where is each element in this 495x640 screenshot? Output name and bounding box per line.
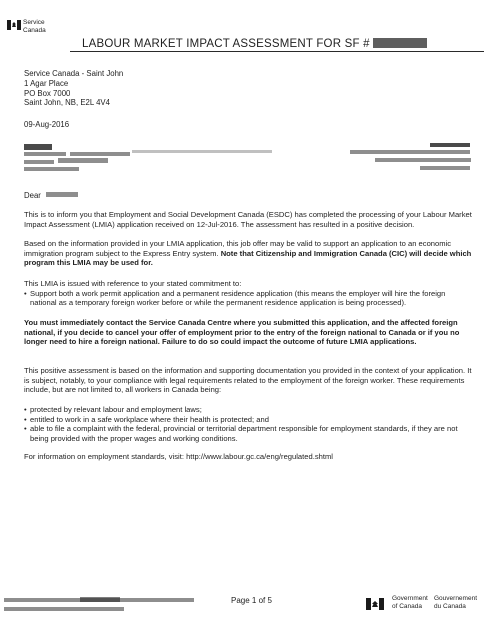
sender-name: Service Canada - Saint John (24, 69, 124, 78)
sender-address (24, 69, 123, 108)
paragraph-compliance: This positive assessment is based on the information and supporting documentation you provided in the context of your application. It is subject, notably, to your compliance with legal requirements related to the employment of the foreign worker. These requirements include, but are not limited to, all workers in Canada being: (24, 366, 472, 395)
document-title-text: LABOUR MARKET IMPACT ASSESSMENT FOR SF # (82, 38, 370, 50)
page-number: Page 1 of 5 (231, 596, 272, 605)
gov-en-line2: of Canada (392, 602, 422, 610)
requirements-list (24, 405, 474, 443)
paragraph-decision: This is to inform you that Employment and Social Development Canada (ESDC) has completed the processing of your Labour Market Impact Assessment (LMIA) application received on 12-Jul-2016. The assessment has resulted in a positive decision. (24, 210, 472, 229)
gov-fr-line1: Gouvernement (434, 595, 477, 602)
government-of-canada-flag-icon (366, 598, 384, 610)
agency-line2: Canada (23, 26, 46, 34)
requirement-item: • able to file a complaint with the federal, provincial or territorial department responsible for employment standards, if they are not being provided with the proper wages and working conditions. (24, 424, 474, 443)
agency-line1: Service (23, 19, 45, 26)
paragraph-commitment (24, 279, 474, 308)
commitment-list (24, 289, 474, 308)
agency-signature (23, 19, 46, 34)
redacted-recipient-name (46, 192, 78, 197)
commitment-item: • Support both a work permit application and a permanent residence application (this means the employer will hire the foreign national as a temporary foreign worker before or while the permanent residence application is being processed). (24, 289, 474, 308)
redacted-file-number (373, 38, 427, 48)
requirement-item: • entitled to work in a safe workplace where their health is protected; and (24, 415, 474, 425)
paragraph-express-entry (24, 239, 474, 268)
document-title (82, 37, 427, 50)
gov-fr-line2: du Canada (434, 602, 466, 610)
express-entry-text: Based on the information provided in your LMIA application, this job offer may be valid to support an application to an economic immigration program subject to the Express Entry system. (24, 239, 452, 258)
paragraph-employment-standards: For information on employment standards, visit: http://www.labour.gc.ca/eng/regulated.shtml (24, 452, 333, 461)
letter-date: 09-Aug-2016 (24, 120, 70, 129)
header-rule (70, 51, 484, 52)
commitment-intro: This LMIA is issued with reference to your stated commitment to: (24, 279, 242, 288)
gov-en-line1: Government (392, 595, 428, 602)
salutation-text: Dear (24, 191, 41, 200)
sender-city: Saint John, NB, E2L 4V4 (24, 98, 110, 108)
sender-po-box: PO Box 7000 (24, 88, 71, 98)
government-wordmark-en (392, 595, 428, 610)
paragraph-contact-warning: You must immediately contact the Service Canada Centre where you submitted this application, and the affected foreign national, if you decide to cancel your offer of employment prior to the entry of the foreign national to Canada or if you no longer need to hire a foreign national. Failure to do so could impact the outcome of future LMIA applications. (24, 318, 460, 347)
salutation (24, 191, 78, 201)
sender-street: 1 Agar Place (24, 78, 69, 88)
canada-flag-icon (7, 20, 21, 30)
government-wordmark-fr (434, 595, 477, 610)
requirement-item: • protected by relevant labour and employment laws; (24, 405, 474, 415)
cic-note: Note that Citizenship and Immigration Canada (CIC) will decide which program this LMIA may be used for. (24, 248, 472, 268)
